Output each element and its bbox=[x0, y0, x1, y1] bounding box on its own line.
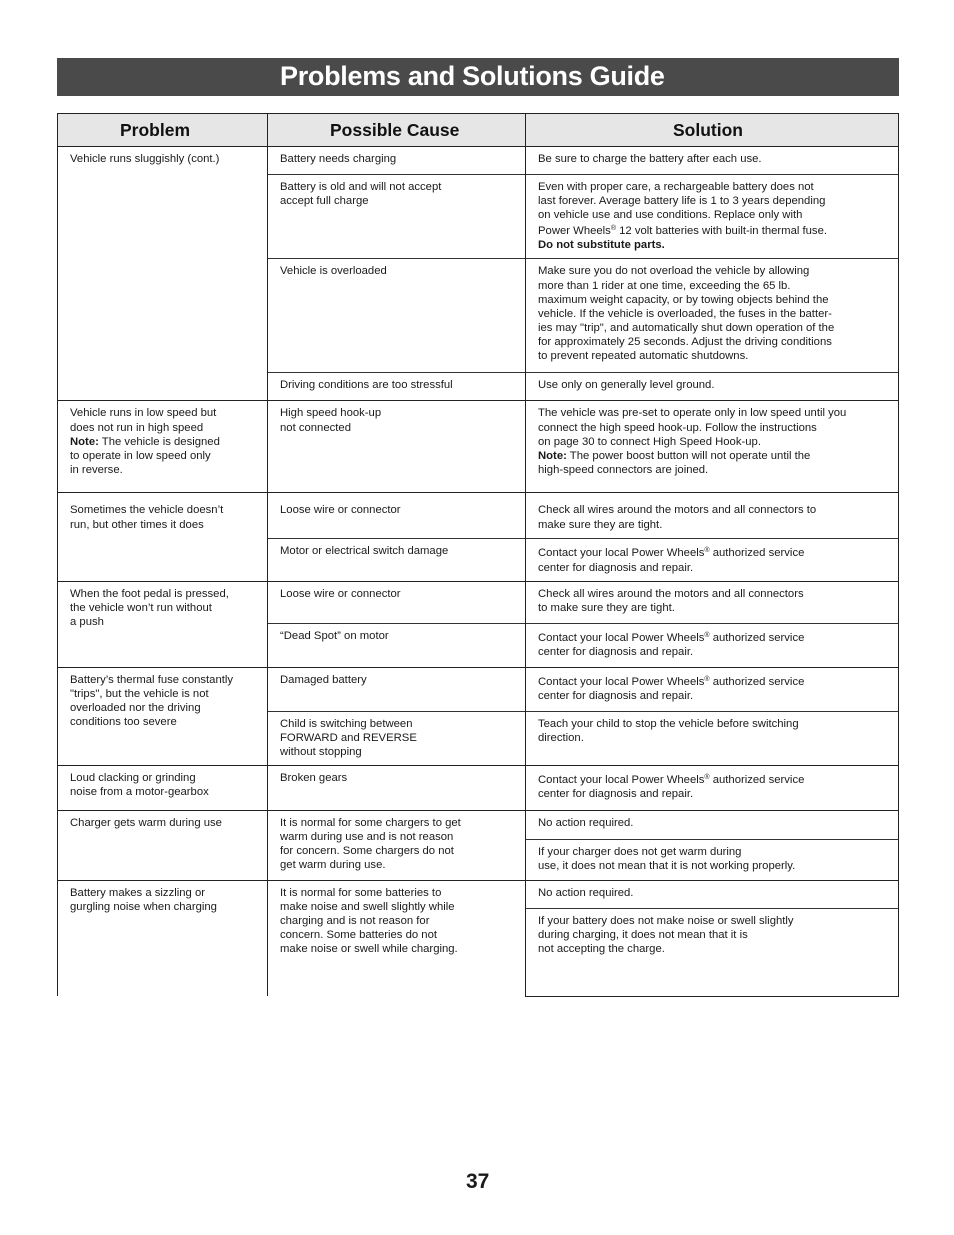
solution-cell bbox=[526, 839, 899, 880]
cause-cell bbox=[268, 667, 526, 711]
solution-text: Be sure to charge the battery after each use. bbox=[538, 153, 762, 165]
problem-text: noise from a motor-gearbox bbox=[70, 786, 209, 799]
cause-text: without stopping bbox=[280, 745, 362, 758]
cause-cell bbox=[268, 581, 526, 623]
problem-text: the vehicle won’t run without bbox=[70, 601, 212, 614]
solution-cell bbox=[526, 175, 899, 259]
cause-text: accept full charge bbox=[280, 195, 369, 208]
solution-cell bbox=[526, 581, 899, 623]
solution-text: ies may "trip", and automatically shut down operation of the bbox=[538, 321, 835, 334]
problem-text: Sometimes the vehicle doesn’t bbox=[70, 504, 224, 517]
problem-text: a push bbox=[70, 615, 104, 628]
cause-cell bbox=[268, 373, 526, 401]
table-row bbox=[58, 810, 899, 839]
cause-cell bbox=[268, 175, 526, 259]
solution-cell bbox=[526, 401, 899, 493]
brand-text: Contact your local Power Wheels bbox=[538, 675, 705, 688]
cause-text: “Dead Spot” on motor bbox=[280, 629, 389, 642]
cause-text: It is normal for some chargers to get bbox=[280, 816, 461, 829]
cause-cell bbox=[268, 401, 526, 493]
problem-text: Vehicle runs in low speed but bbox=[70, 407, 217, 420]
problem-text: run, but other times it does bbox=[70, 518, 204, 531]
registered-mark: ® bbox=[704, 631, 710, 639]
solution-text: center for diagnosis and repair. bbox=[538, 645, 694, 658]
problem-text: Battery’s thermal fuse constantly bbox=[70, 673, 234, 686]
solution-text: connect the high speed hook-up. Follow the instructions bbox=[538, 421, 817, 434]
solution-text: on vehicle use and use conditions. Replace only with bbox=[538, 209, 803, 222]
cause-cell bbox=[268, 493, 526, 539]
solution-text bbox=[538, 629, 890, 645]
problem-cell bbox=[58, 581, 268, 667]
cause-cell bbox=[268, 147, 526, 175]
problem-text: does not run in high speed bbox=[70, 421, 204, 434]
problem-text: to operate in low speed only bbox=[70, 449, 211, 462]
cause-text: make noise and swell slightly while bbox=[280, 901, 455, 914]
solution-text: more than 1 rider at one time, exceeding the 65 lb. bbox=[538, 279, 791, 292]
cause-cell bbox=[268, 810, 526, 880]
solution-text: to make sure they are tight. bbox=[538, 601, 675, 614]
solution-text: for approximately 25 seconds. Adjust the driving conditions bbox=[538, 335, 832, 348]
solution-cell bbox=[526, 539, 899, 581]
solution-cell bbox=[526, 259, 899, 373]
problem-text: Charger gets warm during use bbox=[70, 816, 222, 829]
solution-cell bbox=[526, 908, 899, 996]
solution-text: not accepting the charge. bbox=[538, 943, 665, 956]
registered-mark: ® bbox=[704, 773, 710, 781]
problem-cell bbox=[58, 147, 268, 401]
solution-text: center for diagnosis and repair. bbox=[538, 689, 694, 702]
cause-text: Motor or electrical switch damage bbox=[280, 545, 449, 558]
problem-text: in reverse. bbox=[70, 463, 123, 476]
brand-text: Contact your local Power Wheels bbox=[538, 773, 705, 786]
solution-text: high-speed connectors are joined. bbox=[538, 463, 709, 476]
solution-cell bbox=[526, 880, 899, 908]
cause-text: Child is switching between bbox=[280, 717, 413, 730]
cause-cell bbox=[268, 711, 526, 765]
solution-text-rest: 12 volt batteries with built-in thermal fuse. bbox=[616, 225, 827, 238]
solution-text: last forever. Average battery life is 1 to 3 years depending bbox=[538, 195, 826, 208]
problem-cell bbox=[58, 765, 268, 810]
cause-cell bbox=[268, 765, 526, 810]
cause-cell bbox=[268, 539, 526, 581]
brand-text: Power Wheels bbox=[538, 225, 611, 238]
cause-text: not connected bbox=[280, 421, 351, 434]
solution-text: Even with proper care, a rechargeable battery does not bbox=[538, 181, 814, 193]
brand-text: Contact your local Power Wheels bbox=[538, 631, 705, 644]
table-row bbox=[58, 880, 899, 908]
title-bar bbox=[57, 58, 899, 96]
problem-text: Vehicle runs sluggishly (cont.) bbox=[70, 153, 220, 165]
solution-text: on page 30 to connect High Speed Hook-up. bbox=[538, 435, 761, 448]
cause-text: warm during use and is not reason bbox=[280, 831, 454, 844]
problem-text: overloaded nor the driving bbox=[70, 701, 201, 714]
solution-cell bbox=[526, 623, 899, 667]
cause-cell bbox=[268, 259, 526, 373]
solution-cell bbox=[526, 373, 899, 401]
cause-cell bbox=[268, 880, 526, 996]
solution-cell bbox=[526, 147, 899, 175]
solution-text-rest: authorized service bbox=[709, 773, 805, 786]
table-row bbox=[58, 581, 899, 623]
solution-text-rest: authorized service bbox=[709, 631, 805, 644]
table-row bbox=[58, 765, 899, 810]
cause-text: get warm during use. bbox=[280, 859, 386, 872]
solution-text: center for diagnosis and repair. bbox=[538, 788, 694, 801]
cause-text: Damaged battery bbox=[280, 673, 367, 686]
solution-text: direction. bbox=[538, 731, 584, 744]
solution-text-rest: authorized service bbox=[709, 675, 805, 688]
header-row bbox=[58, 114, 899, 147]
cause-text: Driving conditions are too stressful bbox=[280, 379, 453, 392]
solution-text bbox=[538, 771, 890, 787]
solution-cell bbox=[526, 711, 899, 765]
header-cause: Possible Cause bbox=[268, 114, 526, 147]
solution-text: Make sure you do not overload the vehicle by allowing bbox=[538, 265, 810, 278]
problem-cell bbox=[58, 401, 268, 493]
note-text: The power boost button will not operate until the bbox=[566, 449, 811, 462]
header-solution: Solution bbox=[526, 114, 899, 147]
problems-solutions-table bbox=[57, 113, 899, 997]
note-label: Note: bbox=[70, 435, 99, 448]
solution-text: center for diagnosis and repair. bbox=[538, 561, 694, 574]
solution-text: If your battery does not make noise or swell slightly bbox=[538, 914, 794, 927]
problem-text: When the foot pedal is pressed, bbox=[70, 587, 229, 600]
solution-text: to prevent repeated automatic shutdowns. bbox=[538, 350, 749, 363]
registered-mark: ® bbox=[704, 547, 710, 555]
table-row bbox=[58, 667, 899, 711]
registered-mark: ® bbox=[704, 675, 710, 683]
solution-text: No action required. bbox=[538, 886, 634, 899]
problem-cell bbox=[58, 493, 268, 581]
cause-text: High speed hook-up bbox=[280, 407, 382, 420]
solution-text: use, it does not mean that it is not working properly. bbox=[538, 860, 796, 873]
solution-text bbox=[538, 449, 890, 463]
table-row bbox=[58, 147, 899, 175]
solution-cell bbox=[526, 493, 899, 539]
cause-text: concern. Some batteries do not bbox=[280, 929, 437, 942]
solution-text: maximum weight capacity, or by towing objects behind the bbox=[538, 293, 829, 306]
brand-text: Contact your local Power Wheels bbox=[538, 547, 705, 560]
warning-text: Do not substitute parts. bbox=[538, 239, 665, 252]
header-problem: Problem bbox=[58, 114, 268, 147]
problem-text: Loud clacking or grinding bbox=[70, 771, 196, 784]
cause-text: It is normal for some batteries to bbox=[280, 886, 442, 899]
solution-text: The vehicle was pre-set to operate only in low speed until you bbox=[538, 407, 847, 420]
page-number: 37 bbox=[466, 1170, 490, 1193]
solution-cell bbox=[526, 667, 899, 711]
problem-cell bbox=[58, 880, 268, 996]
cause-text: Vehicle is overloaded bbox=[280, 265, 387, 278]
problem-text: gurgling noise when charging bbox=[70, 901, 217, 914]
solution-text: No action required. bbox=[538, 816, 634, 829]
problem-text: "trips", but the vehicle is not bbox=[70, 687, 209, 700]
note-text: The vehicle is designed bbox=[98, 435, 220, 448]
table-row bbox=[58, 401, 899, 493]
cause-text: FORWARD and REVERSE bbox=[280, 731, 417, 744]
page-title: Problems and Solutions Guide bbox=[280, 61, 665, 91]
cause-text: for concern. Some chargers do not bbox=[280, 845, 454, 858]
problem-text: conditions too severe bbox=[70, 715, 177, 728]
registered-mark: ® bbox=[610, 225, 617, 233]
solution-text: Use only on generally level ground. bbox=[538, 379, 715, 392]
solution-text: Check all wires around the motors and all connectors to bbox=[538, 504, 817, 517]
solution-cell bbox=[526, 810, 899, 839]
solution-text: make sure they are tight. bbox=[538, 518, 663, 531]
note-label: Note: bbox=[538, 449, 567, 462]
solution-text: vehicle. If the vehicle is overloaded, the fuses in the batter- bbox=[538, 307, 832, 320]
cause-cell bbox=[268, 623, 526, 667]
problem-text bbox=[70, 435, 259, 449]
solution-text bbox=[538, 222, 890, 238]
problem-cell bbox=[58, 810, 268, 880]
solution-text-rest: authorized service bbox=[709, 547, 805, 560]
cause-text: Broken gears bbox=[280, 771, 348, 784]
cause-text: charging and is not reason for bbox=[280, 915, 430, 928]
table-row bbox=[58, 493, 899, 539]
cause-text: Battery is old and will not accept bbox=[280, 181, 442, 193]
solution-text bbox=[538, 544, 890, 560]
solution-text: Teach your child to stop the vehicle before switching bbox=[538, 717, 799, 730]
problem-text: Battery makes a sizzling or bbox=[70, 886, 205, 899]
cause-text: make noise or swell while charging. bbox=[280, 943, 458, 956]
solution-text: during charging, it does not mean that it is bbox=[538, 929, 748, 942]
problem-cell bbox=[58, 667, 268, 765]
cause-text: Loose wire or connector bbox=[280, 504, 401, 517]
cause-text: Loose wire or connector bbox=[280, 587, 401, 600]
cause-text: Battery needs charging bbox=[280, 153, 397, 165]
solution-text bbox=[538, 673, 890, 689]
solution-text: Check all wires around the motors and all connectors bbox=[538, 587, 804, 600]
solution-cell bbox=[526, 765, 899, 810]
solution-text: If your charger does not get warm during bbox=[538, 845, 742, 858]
